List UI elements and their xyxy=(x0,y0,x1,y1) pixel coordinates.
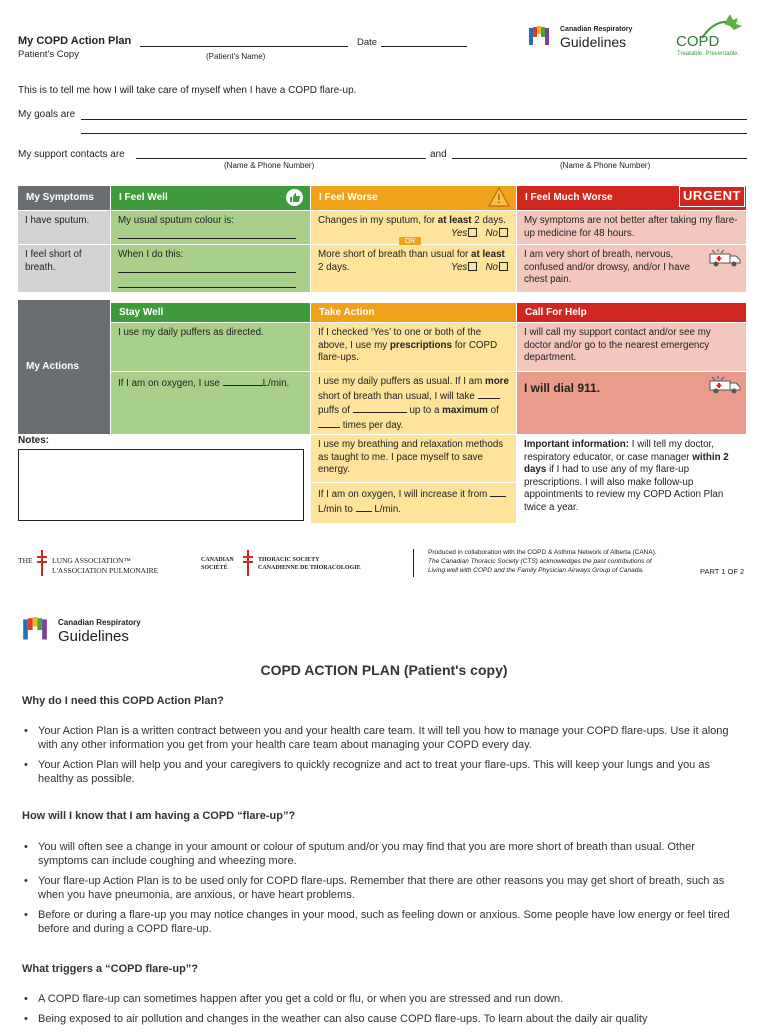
feel-worse-header: I Feel Worse xyxy=(311,186,516,210)
date-field[interactable] xyxy=(381,46,467,47)
feel-much-worse-header: I Feel Much Worse xyxy=(517,186,746,210)
activity-field-1[interactable] xyxy=(118,262,296,273)
footer-divider xyxy=(413,549,414,577)
info-b: I will tell my doctor, respiratory educator, or case manager xyxy=(524,439,714,463)
much-worse-breath-cell: I am very short of breath, nervous, confused and/or drowsy, and/or I have chest pain. xyxy=(517,245,746,292)
worse-sputum-a: Changes in my sputum, for xyxy=(318,215,438,226)
crg-small-text-p2: Canadian Respiratory xyxy=(58,618,141,627)
symptom-breath: I feel short of breath. xyxy=(18,245,110,292)
question-triggers xyxy=(22,963,198,975)
activity-field-2[interactable] xyxy=(118,277,296,288)
goals-field-1[interactable] xyxy=(81,119,747,120)
cts-thoracic: THORACIC SOCIETY xyxy=(258,557,320,563)
max-times-field[interactable] xyxy=(318,418,340,428)
yes-label-2: Yes xyxy=(450,262,468,273)
list-item: • Being exposed to air pollution and changes in the weather can also cause COPD flare-ups. To learn about the daily air quality xyxy=(22,1012,748,1026)
patient-name-caption: (Patient's Name) xyxy=(206,52,266,61)
take-action-prescriptions xyxy=(311,323,516,371)
take-action-oxygen xyxy=(311,483,516,523)
well-breath-cell xyxy=(111,245,310,292)
q3-a: What triggers a “ xyxy=(22,963,111,975)
take4-c: L/min. xyxy=(374,503,402,515)
q3-c: flare-up”? xyxy=(142,963,199,975)
date-label: Date xyxy=(357,37,378,48)
goals-label: My goals are xyxy=(18,109,76,120)
take-action-header: Take Action xyxy=(311,303,516,322)
thumbs-up-icon xyxy=(286,189,303,206)
intro-statement: This is to tell me how I will take care of myself when I have a COPD flare-up. xyxy=(18,85,357,96)
contact-caption-1: (Name & Phone Number) xyxy=(224,161,315,170)
stay-oxygen-b: L/min. xyxy=(262,378,290,389)
no-label-1: No xyxy=(485,228,498,239)
contact-caption-2: (Name & Phone Number) xyxy=(560,161,651,170)
question-why xyxy=(22,695,224,707)
info-c: within 2 days xyxy=(524,451,729,475)
stay-well-puffers: I use my daily puffers as directed. xyxy=(111,323,310,371)
question-how xyxy=(22,810,295,822)
list-item: • Before or during a flare-up you may notice changes in your mood, such as feeling down or anxious. Some people have low energy or feel tired before and during a COPD flare-up. xyxy=(22,908,748,936)
take-action-puffers xyxy=(311,372,516,434)
patient-name-field[interactable] xyxy=(140,46,348,47)
worse-breath-cell xyxy=(311,245,516,292)
lung-association-en: LUNG ASSOCIATION™ xyxy=(52,556,131,565)
take-action-breathing: I use my breathing and relaxation methods as taught to me. I pace myself to save energy. xyxy=(311,435,516,482)
goals-field-2[interactable] xyxy=(81,133,747,134)
symptom-sputum: I have sputum. xyxy=(18,211,110,244)
take2-g: of xyxy=(490,405,499,416)
copd-tagline: Treatable. Preventable. xyxy=(677,51,740,57)
list-item: • Your Action Plan will help you and your caregivers to quickly recognize and act to treat your flare-ups. This will keep your lungs and you as healthy as possible. xyxy=(22,758,748,786)
credit-line-1: Produced in collaboration with the COPD & Asthma Network of Alberta (CANA). xyxy=(428,549,657,556)
well-sputum-text: My usual sputum colour is: xyxy=(118,215,234,226)
my-symptoms-header: My Symptoms xyxy=(18,186,110,210)
cts-canadian: CANADIAN xyxy=(201,557,234,563)
credit-line-2: The Canadian Thoracic Society (CTS) acknowledges the past contributions of xyxy=(428,558,652,565)
list-item: • A COPD flare-up can sometimes happen after you get a cold or flu, or when you are stressed and run down. xyxy=(22,992,748,1006)
puffs-count-field[interactable] xyxy=(478,389,500,399)
worse-sputum-b: at least xyxy=(437,215,472,226)
my-actions-header: My Actions xyxy=(18,300,110,434)
lung-association-fr: L'ASSOCIATION PULMONAIRE xyxy=(52,566,159,575)
plan-title: My COPD Action Plan xyxy=(18,35,132,47)
or-badge: OR xyxy=(399,237,421,246)
worse-sputum-c: 2 days. xyxy=(471,215,506,226)
support-label: My support contacts are xyxy=(18,149,125,160)
feel-well-header: I Feel Well xyxy=(111,186,310,210)
stay-well-header: Stay Well xyxy=(111,303,310,322)
take2-f: maximum xyxy=(442,405,488,416)
credit-line-3: Living well with COPD and the Family Physician Airways Group of Canada. xyxy=(428,567,644,574)
stay-well-oxygen xyxy=(111,372,310,434)
q2-b: COPD xyxy=(202,810,235,822)
cts-canadienne: CANADIENNE DE THORACOLOGIE xyxy=(258,565,361,571)
yes-checkbox-2[interactable] xyxy=(468,262,477,271)
red-cross-icon xyxy=(36,550,48,576)
notes-label: Notes: xyxy=(18,435,50,446)
oxygen-to-field[interactable] xyxy=(356,502,372,512)
how-bullet-list xyxy=(22,840,748,942)
take1-c: for COPD flare-ups. xyxy=(318,339,498,363)
q1-a: Why do I need this xyxy=(22,695,123,707)
important-information xyxy=(517,435,746,523)
take2-e: up to a xyxy=(409,405,440,416)
no-label-2: No xyxy=(485,262,498,273)
crg-logo-icon xyxy=(22,617,48,643)
take2-h: times per day. xyxy=(342,419,404,431)
page-part-label: PART 1 OF 2 xyxy=(700,567,745,576)
notes-box[interactable] xyxy=(18,449,304,521)
list-item: • Your Action Plan is a written contract between you and your health care team. It will tell you how to manage your COPD flare-ups. Use it along with any other information you get from your health care team about managing your COPD every day. xyxy=(22,724,748,752)
take2-c: short of breath than usual, I will take xyxy=(318,390,475,402)
q2-c: “flare-up”? xyxy=(234,810,296,822)
worse-breath-c: 2 days. xyxy=(318,261,350,273)
q1-c: Action Plan? xyxy=(154,695,224,707)
urgent-badge: URGENT xyxy=(679,186,745,207)
take4-b: L/min to xyxy=(318,503,353,515)
yes-label-1: Yes xyxy=(450,228,468,239)
triggers-bullet-list xyxy=(22,992,748,1032)
puffer-name-field[interactable] xyxy=(353,403,407,413)
oxygen-rate-field[interactable] xyxy=(223,376,263,386)
and-label: and xyxy=(430,149,447,160)
support-contact-1-field[interactable] xyxy=(136,158,426,159)
take1-a: If I checked ‘Yes’ to one or both of the above, I use my xyxy=(318,327,482,351)
list-item: • You will often see a change in your amount or colour of sputum and/or you may find that you are more short of breath than usual. Other symptoms can include coughing and wheezing more. xyxy=(22,840,748,868)
oxygen-from-field[interactable] xyxy=(490,487,506,497)
call-911-cell: I will dial 911. xyxy=(517,372,746,434)
crg-big-text-p2: Guidelines xyxy=(58,628,129,645)
page2-title: COPD ACTION PLAN (Patient's copy) xyxy=(260,662,508,678)
red-cross-icon xyxy=(242,550,254,576)
ambulance-icon xyxy=(708,248,742,268)
take2-b: more xyxy=(484,376,509,387)
lung-the-text: THE xyxy=(18,556,33,565)
well-sputum-cell xyxy=(111,211,310,244)
yes-checkbox-1[interactable] xyxy=(468,228,477,237)
support-contact-2-field[interactable] xyxy=(452,158,747,159)
take1-b: prescriptions xyxy=(389,339,452,351)
q3-b: COPD xyxy=(110,963,143,975)
take2-a: I use my daily puffers as usual. If I am xyxy=(318,376,485,387)
info-a: Important information: xyxy=(524,439,630,450)
q1-b: COPD xyxy=(122,695,155,707)
no-checkbox-2[interactable] xyxy=(499,262,508,271)
patient-copy-label: Patient's Copy xyxy=(18,49,79,60)
ambulance-icon xyxy=(708,375,742,395)
list-item: • Your flare-up Action Plan is to be used only for COPD flare-ups. Remember that there are other reasons you may get short of breath, such as when you have pneumonia, are anxious, or have heart problems. xyxy=(22,874,748,902)
crg-big-text: Guidelines xyxy=(560,34,627,50)
why-bullet-list xyxy=(22,724,748,792)
q2-a: How will I know that I am having a xyxy=(22,810,203,822)
crg-small-text: Canadian Respiratory xyxy=(560,26,633,33)
worse-breath-a: More short of breath than usual for xyxy=(318,249,472,260)
crg-logo-icon xyxy=(528,26,550,48)
much-worse-sputum-cell: My symptoms are not better after taking my flare-up medicine for 48 hours. xyxy=(517,211,746,244)
well-breath-text: When I do this: xyxy=(118,249,184,260)
no-checkbox-1[interactable] xyxy=(499,228,508,237)
info-d: if I had to use any of my flare-up prescriptions. I will also make follow-up appointments to review my COPD Action Plan twice a year. xyxy=(524,464,724,513)
warning-triangle-icon xyxy=(488,187,510,207)
copd-logo-text: COPD xyxy=(676,33,720,50)
cts-societe: SOCIÉTÉ xyxy=(201,565,228,571)
sputum-colour-field[interactable] xyxy=(118,228,296,239)
worse-breath-b: at least xyxy=(471,249,505,260)
take4-a: If I am on oxygen, I will increase it from xyxy=(318,489,488,500)
call-support-contact: I will call my support contact and/or see my doctor and/or go to the nearest emergency department. xyxy=(517,323,746,371)
stay-oxygen-a: If I am on oxygen, I use xyxy=(118,378,220,389)
take2-d: puffs of xyxy=(318,405,350,416)
call-for-help-header: Call For Help xyxy=(517,303,746,322)
